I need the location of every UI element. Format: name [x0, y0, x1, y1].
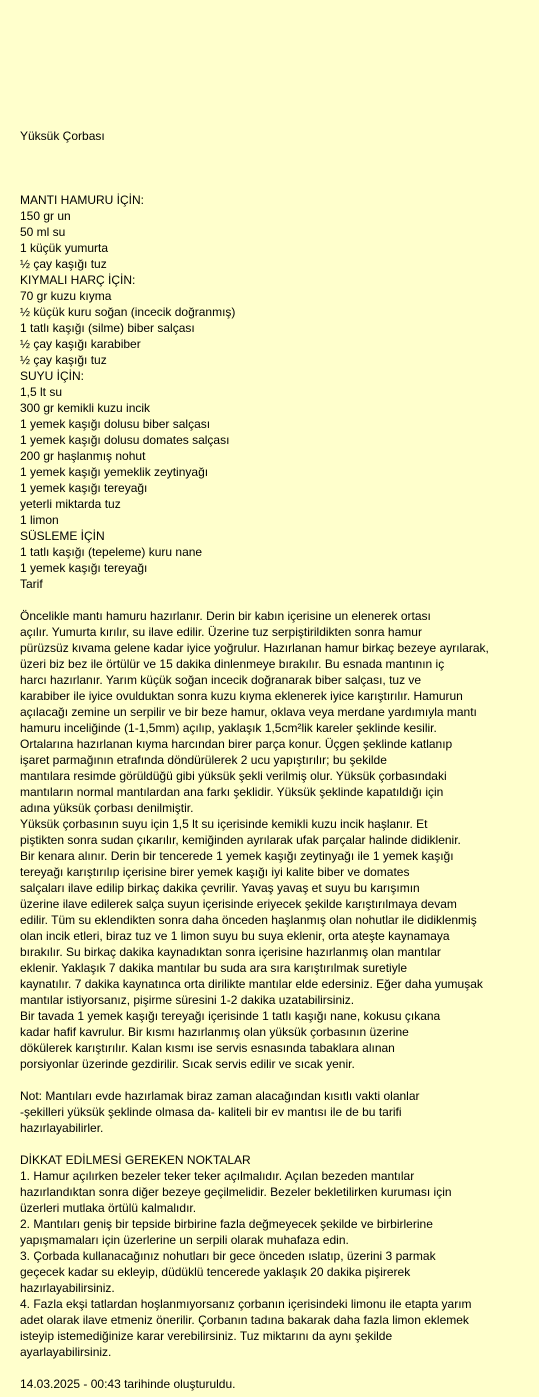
tip-line: ayarlayabilirsiniz. — [20, 1345, 112, 1359]
tip-line: üzerleri mutlaka örtülü kalmalıdır. — [20, 1201, 197, 1215]
tip-line: DİKKAT EDİLMESİ GEREKEN NOKTALAR — [20, 1153, 251, 1167]
spacer — [20, 1360, 532, 1376]
tip-line: 1. Hamur açılırken bezeler teker teker açılmalıdır. Açılan bezeden mantılar — [20, 1169, 415, 1183]
tip-line: adet olarak ilave etmeniz önerilir. Çorbanın tadına bakarak daha fazla limon eklemek — [20, 1313, 469, 1327]
ingredient-line: Tarif — [20, 577, 43, 591]
tip-line: geçecek kadar su ekleyip, düdüklü tencerede yaklaşık 20 dakika pişirerek — [20, 1265, 411, 1279]
tip-line: hazırlayabilirsiniz. — [20, 1281, 115, 1295]
ingredient-line: 1 tatlı kaşığı (silme) biber salçası — [20, 321, 195, 335]
tip-line: yapışmamaları için üzerlerine un serpili olarak muhafaza edin. — [20, 1233, 349, 1247]
created-timestamp: 14.03.2025 - 00:43 tarihinde oluşturuldu. — [20, 1377, 236, 1391]
ingredient-line: 1 yemek kaşığı yemeklik zeytinyağı — [20, 465, 209, 479]
instruction-line: mantılar istiyorsanız, pişirme süresini 1-2 dakika uzatabilirsiniz. — [20, 993, 355, 1007]
ingredient-line: 1 limon — [20, 513, 59, 527]
ingredient-line: 200 gr haşlanmış nohut — [20, 449, 146, 463]
ingredient-line: ½ çay kaşığı tuz — [20, 257, 107, 271]
instruction-line: porsiyonlar üzerinde gezdirilir. Sıcak servis edilir ve sıcak yenir. — [20, 1057, 355, 1071]
instruction-line: üzerine ilave edilerek salça suyun içerisinde eriyecek şekilde karıştırılmaya devam — [20, 897, 457, 911]
instruction-line: pürüzsüz kıvama gelene kadar iyice yoğrulur. Hazırlanan hamur birkaç bezeye ayrılarak, — [20, 641, 489, 655]
instruction-line: kaynatılır. 7 dakika kaynatınca orta dirilikte mantılar elde edersiniz. Eğer daha yumuşak — [20, 977, 483, 991]
note-line: Not: Mantıları evde hazırlamak biraz zaman alacağından kısıtlı vakti olanlar — [20, 1089, 420, 1103]
ingredient-line: ½ çay kaşığı tuz — [20, 353, 107, 367]
instruction-line: açılır. Yumurta kırılır, su ilave edilir. Üzerine tuz serpiştirildikten sonra hamur — [20, 625, 422, 639]
note-line: -şekilleri yüksük şeklinde olmasa da- kaliteli bir ev mantısı ile de bu tarifi — [20, 1105, 402, 1119]
ingredient-line: 150 gr un — [20, 209, 71, 223]
ingredient-line: MANTI HAMURU İÇİN: — [20, 193, 144, 207]
tip-line: isteyip istemediğinize karar verebilirsiniz. Tuz miktarını da aynı şekilde — [20, 1329, 393, 1343]
instruction-line: dökülerek karıştırılır. Kalan kısmı ise servis esnasında tabaklara alınan — [20, 1041, 395, 1055]
ingredient-line: 1 yemek kaşığı tereyağı — [20, 481, 148, 495]
ingredient-line: 1 yemek kaşığı dolusu domates salçası — [20, 433, 230, 447]
ingredient-line: 1 yemek kaşığı tereyağı — [20, 561, 148, 575]
instruction-line: karabiber ile iyice ovulduktan sonra kuzu kıyma eklenerek iyice karıştırılır. Hamurun — [20, 689, 463, 703]
instruction-line: bırakılır. Su birkaç dakika kaynadıktan sonra içerisine hazırlanmış olan mantılar — [20, 945, 441, 959]
ingredient-line: 70 gr kuzu kıyma — [20, 289, 112, 303]
instruction-line: Bir kenara alınır. Derin bir tencerede 1 yemek kaşığı zeytinyağı ile 1 yemek kaşığı — [20, 849, 454, 863]
ingredient-line: 50 ml su — [20, 225, 66, 239]
instruction-line: Ortalarına hazırlanan kıyma harcından birer parça konur. Üçgen şeklinde katlanıp — [20, 737, 453, 751]
instruction-line: üzeri biz bez ile örtülür ve 15 dakika dinlenmeye bırakılır. Bu esnada mantının iç — [20, 657, 445, 671]
spacer — [20, 1136, 532, 1152]
tip-line: hazırlandıktan sonra diğer bezeye geçilmelidir. Bezeler bekletilirken kuruması için — [20, 1185, 452, 1199]
ingredient-line: 1 tatlı kaşığı (tepeleme) kuru nane — [20, 545, 203, 559]
tips-section — [20, 1152, 532, 1360]
instruction-line: edilir. Tüm su eklendikten sonra daha önceden haşlanmış olan nohutlar ile didiklenmiş — [20, 913, 477, 927]
spacer — [20, 592, 532, 608]
ingredient-line: 1 yemek kaşığı dolusu biber salçası — [20, 417, 211, 431]
note-line: hazırlayabilirler. — [20, 1121, 104, 1135]
instruction-line: tereyağı karıştırılıp içerisine birer yemek kaşığı iyi kalite biber ve domates — [20, 865, 410, 879]
instruction-line: hamuru inceliğinde (1-1,5mm) açılıp, yaklaşık 1,5cm²lik kareler şeklinde kesilir. — [20, 721, 437, 735]
instruction-line: Yüksük çorbasının suyu için 1,5 lt su içerisinde kemikli kuzu incik haşlanır. Et — [20, 817, 428, 831]
instruction-line: açılacağı zemine un serpilir ve bir beze hamur, oklava veya merdane yardımıyla mantı — [20, 705, 477, 719]
instruction-line: adına yüksük çorbası denilmiştir. — [20, 801, 194, 815]
instruction-line: eklenir. Yaklaşık 7 dakika mantılar bu suda ara sıra karıştırılmak suretiyle — [20, 961, 408, 975]
instruction-line: kadar hafif kavrulur. Bir kısmı hazırlanmış olan yüksük çorbasının üzerine — [20, 1025, 409, 1039]
page-title: Yüksük Çorbası — [20, 129, 105, 143]
ingredient-line: yeterli miktarda tuz — [20, 497, 121, 511]
ingredient-line: KIYMALI HARÇ İÇİN: — [20, 273, 136, 287]
instruction-line: piştikten sonra sudan çıkarılır, kemiğinden ayrılarak ufak parçalar halinde didiklenir. — [20, 833, 461, 847]
ingredient-line: SÜSLEME İÇİN — [20, 529, 105, 543]
ingredients-list — [20, 192, 532, 592]
ingredient-line: ½ çay kaşığı karabiber — [20, 337, 141, 351]
note-section — [20, 1088, 532, 1136]
ingredient-line: 1,5 lt su — [20, 385, 63, 399]
recipe-instructions — [20, 608, 532, 1072]
instruction-line: mantıların normal mantılardan ana farkı şeklidir. Yüksük şeklinde kapatıldığı için — [20, 785, 444, 799]
tip-line: 2. Mantıları geniş bir tepside birbirine fazla değmeyecek şekilde ve birbirlerine — [20, 1217, 433, 1231]
spacer — [20, 1072, 532, 1088]
ingredient-line: SUYU İÇİN: — [20, 369, 85, 383]
ingredient-line: 300 gr kemikli kuzu incik — [20, 401, 151, 415]
instruction-line: Bir tavada 1 yemek kaşığı tereyağı içerisinde 1 tatlı kaşığı nane, kokusu çıkana — [20, 1009, 441, 1023]
tip-line: 4. Fazla ekşi tatlardan hoşlanmıyorsanız çorbanın içerisindeki limonu ile etapta yarım — [20, 1297, 472, 1311]
instruction-line: Öncelikle mantı hamuru hazırlanır. Derin bir kabın içerisine un elenerek ortası — [20, 609, 431, 623]
tip-line: 3. Çorbada kullanacağınız nohutları bir gece önceden ıslatıp, üzerini 3 parmak — [20, 1249, 436, 1263]
instruction-line: olan incik etleri, biraz tuz ve 1 limon suyu bu suya eklenir, orta ateşte kaynamaya — [20, 929, 450, 943]
ingredient-line: ½ küçük kuru soğan (incecik doğranmış) — [20, 305, 236, 319]
recipe-content — [20, 192, 532, 1392]
instruction-line: mantılara resimde görüldüğü gibi yüksük şekli verilmiş olur. Yüksük çorbasındaki — [20, 769, 447, 783]
instruction-line: işaret parmağının etrafında döndürülerek 2 ucu yapıştırılır; bu şekilde — [20, 753, 387, 767]
instruction-line: salçaları ilave edilip birkaç dakika çevrilir. Yavaş yavaş et suyu bu karışımın — [20, 881, 420, 895]
ingredient-line: 1 küçük yumurta — [20, 241, 109, 255]
instruction-line: harcı hazırlanır. Yarım küçük soğan incecik doğranarak biber salçası, tuz ve — [20, 673, 422, 687]
